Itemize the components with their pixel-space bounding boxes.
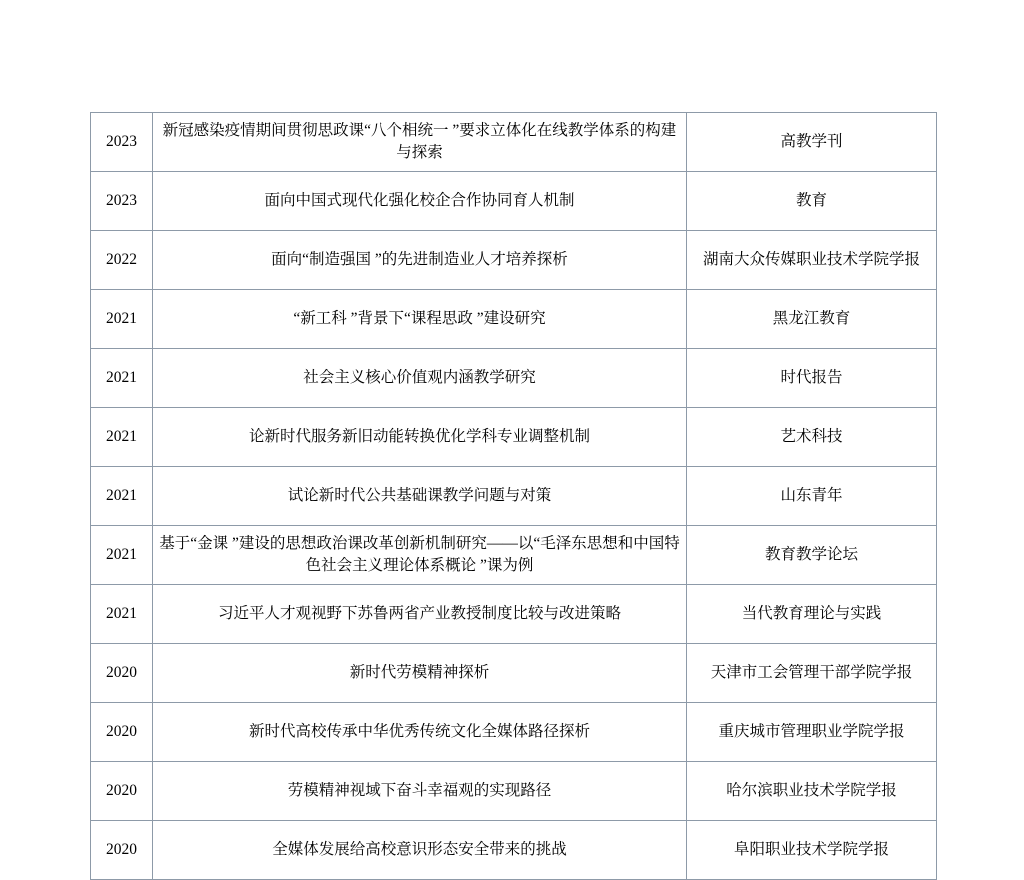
table-row	[91, 821, 937, 880]
table-row	[91, 408, 937, 467]
table-body	[91, 113, 937, 880]
cell-title: 全媒体发展给高校意识形态安全带来的挑战	[153, 821, 687, 880]
cell-year: 2021	[91, 467, 153, 526]
cell-journal: 湖南大众传媒职业技术学院学报	[687, 231, 937, 290]
table-row	[91, 231, 937, 290]
cell-journal: 高教学刊	[687, 113, 937, 172]
table-row	[91, 644, 937, 703]
cell-title: 论新时代服务新旧动能转换优化学科专业调整机制	[153, 408, 687, 467]
cell-year: 2021	[91, 349, 153, 408]
table-row	[91, 703, 937, 762]
cell-title: 试论新时代公共基础课教学问题与对策	[153, 467, 687, 526]
cell-journal: 重庆城市管理职业学院学报	[687, 703, 937, 762]
cell-journal: 黑龙江教育	[687, 290, 937, 349]
table-row	[91, 172, 937, 231]
table-row	[91, 467, 937, 526]
cell-title: “新工科 ”背景下“课程思政 ”建设研究	[153, 290, 687, 349]
table-row	[91, 290, 937, 349]
cell-journal: 哈尔滨职业技术学院学报	[687, 762, 937, 821]
cell-journal: 艺术科技	[687, 408, 937, 467]
cell-year: 2023	[91, 172, 153, 231]
cell-journal: 当代教育理论与实践	[687, 585, 937, 644]
cell-title: 面向中国式现代化强化校企合作协同育人机制	[153, 172, 687, 231]
cell-title: 劳模精神视域下奋斗幸福观的实现路径	[153, 762, 687, 821]
cell-year: 2020	[91, 762, 153, 821]
publications-table	[90, 112, 937, 880]
table-row	[91, 526, 937, 585]
table-row	[91, 762, 937, 821]
cell-title: 社会主义核心价值观内涵教学研究	[153, 349, 687, 408]
cell-title: 新时代高校传承中华优秀传统文化全媒体路径探析	[153, 703, 687, 762]
cell-title: 习近平人才观视野下苏鲁两省产业教授制度比较与改进策略	[153, 585, 687, 644]
cell-journal: 山东青年	[687, 467, 937, 526]
cell-year: 2020	[91, 644, 153, 703]
cell-title: 新时代劳模精神探析	[153, 644, 687, 703]
cell-journal: 阜阳职业技术学院学报	[687, 821, 937, 880]
cell-title: 新冠感染疫情期间贯彻思政课“八个相统一 ”要求立体化在线教学体系的构建与探索	[153, 113, 687, 172]
cell-year: 2023	[91, 113, 153, 172]
cell-journal: 天津市工会管理干部学院学报	[687, 644, 937, 703]
cell-year: 2021	[91, 526, 153, 585]
cell-year: 2021	[91, 408, 153, 467]
cell-year: 2020	[91, 703, 153, 762]
cell-journal: 时代报告	[687, 349, 937, 408]
cell-journal: 教育	[687, 172, 937, 231]
table-row	[91, 349, 937, 408]
table-row	[91, 585, 937, 644]
cell-title: 基于“金课 ”建设的思想政治课改革创新机制研究——以“毛泽东思想和中国特色社会主义理论体系概论 ”课为例	[153, 526, 687, 585]
cell-journal: 教育教学论坛	[687, 526, 937, 585]
cell-year: 2022	[91, 231, 153, 290]
cell-year: 2021	[91, 290, 153, 349]
cell-year: 2020	[91, 821, 153, 880]
cell-title: 面向“制造强国 ”的先进制造业人才培养探析	[153, 231, 687, 290]
table-row	[91, 113, 937, 172]
cell-year: 2021	[91, 585, 153, 644]
